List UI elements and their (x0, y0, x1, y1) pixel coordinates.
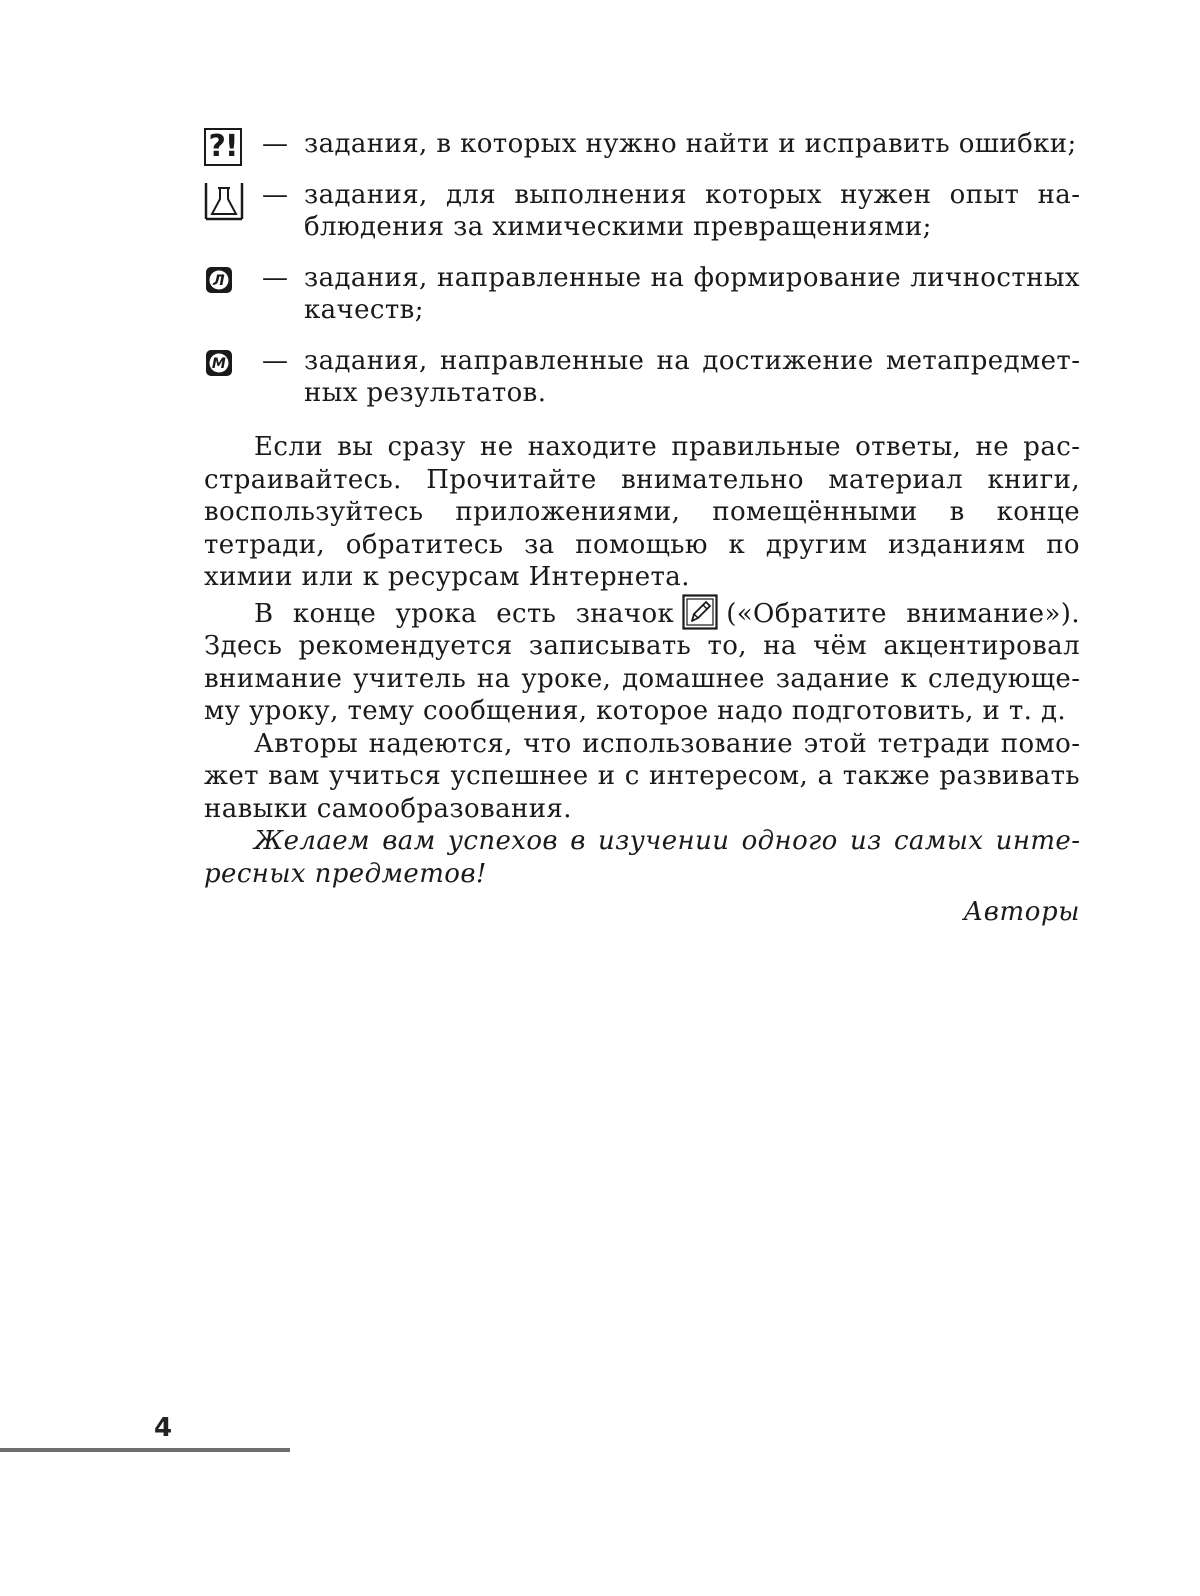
paragraph-authors-hope: Авторы надеются, что использование этой тетради поможет вам учиться успешнее и с интересом, а также развивать навыки самообразования. (204, 728, 1080, 824)
paragraph-wishes: Желаем вам успехов в изучении одного из самых интересных предметов! (204, 826, 1080, 889)
paragraph-note-icon: В конце урока есть значок («Обратите внимание»). Здесь рекомендуется записывать то, на чём акцентировал внимание учитель на уроке, домашнее задание к следующему уроку, тему сообщения, которое надо подготовить, и т. д. (204, 594, 1080, 728)
page-number: 4 (154, 1413, 173, 1443)
svg-text:Л: Л (212, 273, 226, 289)
svg-text:М: М (211, 356, 227, 372)
legend-text: задания, для выполнения которых нужен опыт наблюдения за химическими превращениями; (304, 180, 1080, 242)
legend-dash: — (262, 180, 289, 210)
legend-dash: — (262, 129, 289, 159)
body-text (204, 431, 1080, 929)
legend-dash: — (262, 346, 289, 376)
personal-qualities-icon (206, 267, 232, 293)
flask-icon (204, 181, 244, 221)
question-exclamation-icon: ?! (204, 128, 242, 166)
paragraph-advice: Если вы сразу не находите правильные ответы, не расстраивайтесь. Прочитайте внимательно материал книги, воспользуйтесь приложениями, помещёнными в конце тетради, обратитесь за помощью к другим изданиям по химии или к ресурсам Интернета. (204, 432, 1080, 592)
page-rule (0, 1448, 290, 1452)
signature: Авторы (963, 897, 1080, 927)
legend-item-find-errors (204, 128, 1080, 164)
legend-text: задания, направленные на формирование личностных качеств; (304, 263, 1080, 325)
legend-item-experiment (204, 179, 1080, 243)
legend-text: задания, в которых нужно найти и исправить ошибки; (304, 129, 1077, 159)
legend-text: задания, направленные на достижение метапредметных результатов. (304, 346, 1080, 408)
legend-dash: — (262, 263, 289, 293)
pencil-note-icon (682, 594, 718, 630)
legend-item-personal (204, 262, 1080, 326)
legend-item-meta (204, 345, 1080, 409)
page-content (204, 128, 1080, 929)
meta-subject-icon (206, 350, 232, 376)
